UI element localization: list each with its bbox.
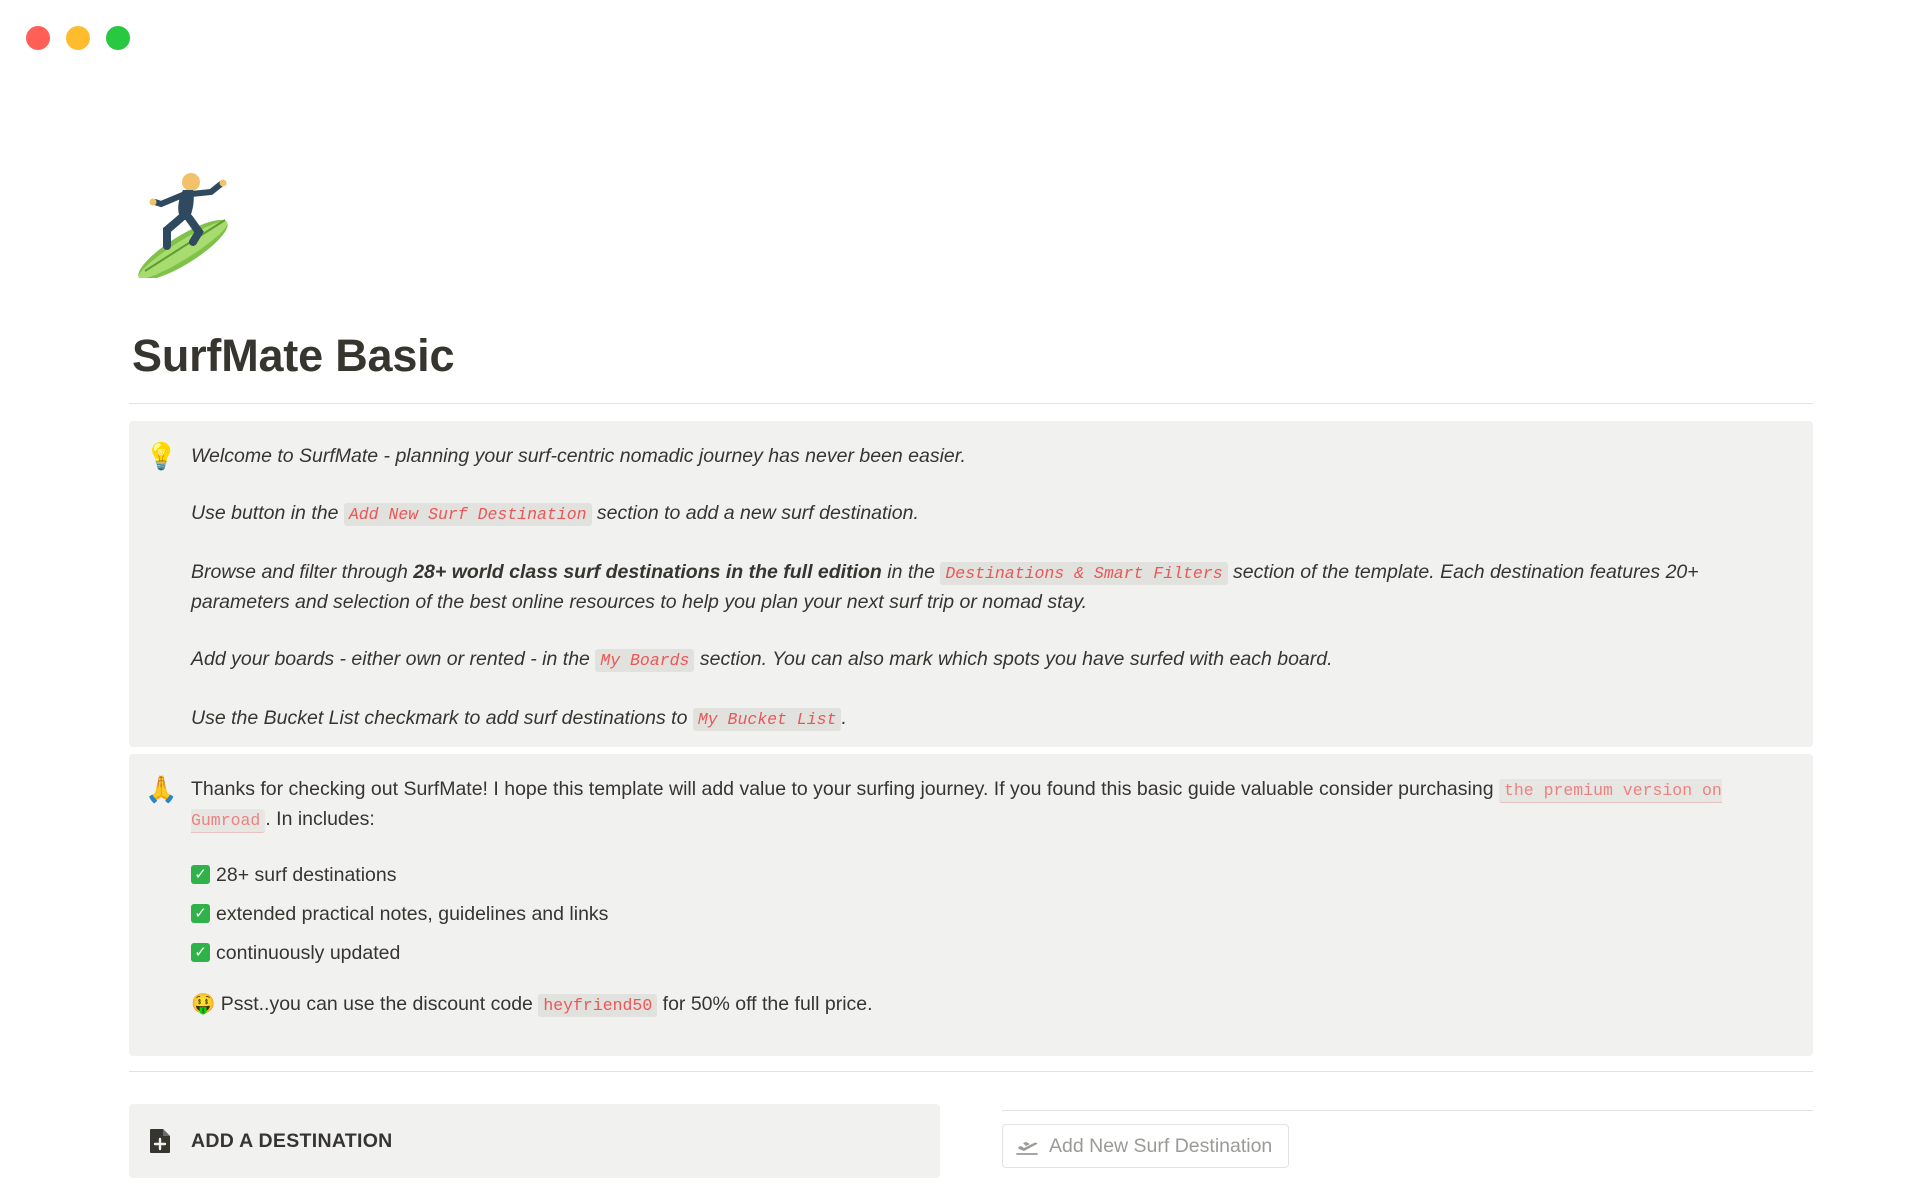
close-window-button[interactable] bbox=[26, 26, 50, 50]
instruction-boards: Add your boards - either own or rented - in the My Boards section. You can also mark which spots you have surfed with each board. bbox=[191, 648, 1333, 670]
instruction-add: Use button in the Add New Surf Destination section to add a new surf destination. bbox=[191, 502, 919, 524]
feature-list bbox=[191, 855, 1743, 972]
page-title: SurfMate Basic bbox=[132, 330, 455, 381]
inline-code-destinations: Destinations & Smart Filters bbox=[940, 562, 1227, 585]
section-divider bbox=[129, 1071, 1813, 1072]
add-new-surf-destination-button[interactable] bbox=[1002, 1124, 1289, 1168]
premium-version-link[interactable]: the premium version on Gumroad bbox=[191, 779, 1722, 833]
title-divider bbox=[129, 403, 1813, 404]
thanks-callout bbox=[129, 754, 1813, 1056]
inline-code-add-new: Add New Surf Destination bbox=[344, 503, 592, 526]
thanks-callout-body bbox=[191, 775, 1743, 1020]
inline-code-my-boards: My Boards bbox=[595, 649, 694, 672]
money-face-icon: 🤑 bbox=[191, 993, 216, 1015]
maximize-window-button[interactable] bbox=[106, 26, 130, 50]
folded-hands-icon: 🙏 bbox=[145, 774, 178, 804]
check-mark-icon: ✓ bbox=[191, 904, 210, 923]
window-controls bbox=[26, 26, 130, 50]
add-destination-heading[interactable] bbox=[129, 1104, 940, 1178]
welcome-text: Welcome to SurfMate - planning your surf-centric nomadic journey has never been easier. bbox=[191, 445, 966, 467]
instruction-browse: Browse and filter through 28+ world class surf destinations in the full edition in the Destinations & Smart Filters section of the template. Each destination features 20+ parameters and selection of the best online resources to help you plan your next surf trip or nomad stay. bbox=[191, 561, 1699, 613]
column-divider bbox=[1002, 1110, 1813, 1111]
feature-item: ✓ extended practical notes, guidelines and links bbox=[191, 894, 1743, 933]
plane-takeoff-icon bbox=[1015, 1136, 1039, 1156]
feature-item: ✓ 28+ surf destinations bbox=[191, 855, 1743, 894]
file-plus-icon bbox=[149, 1128, 171, 1154]
minimize-window-button[interactable] bbox=[66, 26, 90, 50]
thanks-intro: Thanks for checking out SurfMate! I hope this template will add value to your surfing journey. If you found this basic guide valuable consider purchasing the premium version on Gumroad . In includes: bbox=[191, 775, 1743, 835]
discount-text: 🤑 Psst..you can use the discount code heyfriend50 for 50% off the full price. bbox=[191, 993, 873, 1015]
surfer-icon[interactable] bbox=[133, 168, 243, 278]
info-callout bbox=[129, 421, 1813, 747]
add-destination-label: ADD A DESTINATION bbox=[191, 1130, 393, 1152]
discount-code: heyfriend50 bbox=[538, 994, 657, 1017]
instruction-bucket: Use the Bucket List checkmark to add surf destinations to My Bucket List . bbox=[191, 707, 847, 729]
lightbulb-icon: 💡 bbox=[145, 441, 178, 471]
feature-item: ✓ continuously updated bbox=[191, 933, 1743, 972]
info-callout-body bbox=[191, 442, 1743, 734]
inline-code-bucket-list: My Bucket List bbox=[693, 708, 842, 731]
check-mark-icon: ✓ bbox=[191, 943, 210, 962]
add-new-surf-destination-label: Add New Surf Destination bbox=[1049, 1134, 1273, 1157]
check-mark-icon: ✓ bbox=[191, 865, 210, 884]
